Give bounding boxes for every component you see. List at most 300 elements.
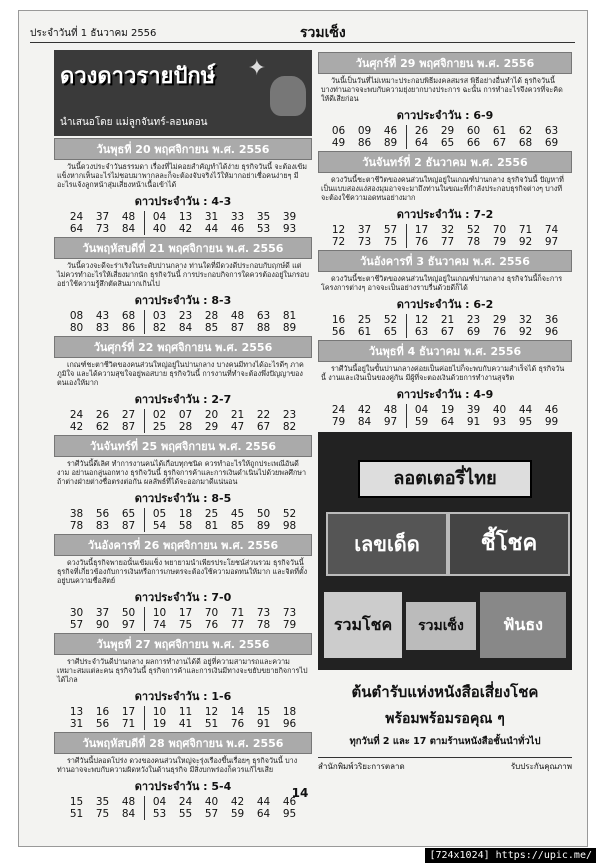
lucky-number: 04: [152, 796, 167, 808]
lucky-number: 23: [282, 409, 297, 421]
lucky-number: 37: [95, 211, 110, 223]
day-forecast-text: ราศีวันนี้ปลอดโปร่ง ดวงของคนส่วนใหญ่จะรุ่งเรืองขึ้นเรื่อยๆ ธุรกิจวันนี้ บางท่านอาจจะพบกับความผิดหวังในด้านธุรกิจ มีสิ่งบกพร่องก็ควรแก้ไขเสีย: [57, 756, 298, 774]
number-row: [54, 520, 312, 532]
lucky-number: 84: [178, 322, 193, 334]
lucky-number: 30: [69, 607, 84, 619]
number-group: [147, 322, 303, 334]
banner-title: ดวงดาวรายปักษ์: [60, 63, 216, 89]
right-day-list: [318, 52, 572, 428]
day-forecast-text: ราศีวันนี้ดีเลิศ ทำการงานคนได้เกือบทุกชนิด ควรทำอะไรให้ถูกประเพณีอันดีงาม อย่านอกลู่นอกทาง ธุรกิจวันนี้ ธุรกิจการค้าและการเงินดำเนินไปด้วยพลศึกษา ถ้าต่างฝ่ายต่างซื่อตรงต่อกัน ผลลัพธ์ที่ได้จะออกมาดีแน่นอน: [57, 459, 307, 486]
lucky-number: 61: [357, 326, 372, 338]
day-heading: วันพุธที่ 20 พฤศจิกายน พ.ศ. 2556: [54, 138, 312, 160]
lucky-label: ดาวประจำวัน :: [134, 393, 208, 406]
lucky-number: 32: [440, 224, 455, 236]
number-row: [54, 808, 312, 820]
lucky-number: 84: [357, 416, 372, 428]
lucky-number: 97: [383, 416, 398, 428]
lucky-number: 52: [383, 314, 398, 326]
lucky-number: 31: [204, 211, 219, 223]
lucky-number: 42: [230, 796, 245, 808]
day-forecast-text: วันนี้ดวงประจำวันธรรมดา เรื่องที่ไม่คอยสำคัญทำได้ง่าย ธุรกิจวันนี้ จะต้องเข้มแข็งหากเห็นอะไรไม่ชอบมาพากลละก็จะต้องจับจริงไว้ให้มากอย่าเชื่อคนง่ายๆ มีอะไรแจ้งลูกหน้าสุ่มเสี่ยงหน้าเนื้อเข้าได้: [57, 162, 308, 189]
number-group: [147, 520, 303, 532]
day-heading: วันศุกร์ที่ 29 พฤศจิกายน พ.ศ. 2556: [318, 52, 572, 74]
lucky-number: 15: [256, 706, 271, 718]
lucky-number: 48: [121, 796, 136, 808]
number-group: [147, 421, 303, 433]
lucky-number: 38: [69, 508, 84, 520]
lucky-pair: [318, 205, 572, 223]
number-group: [326, 137, 404, 149]
number-row: [54, 409, 312, 421]
lucky-number: 81: [282, 310, 297, 322]
group-separator: [144, 223, 145, 235]
number-group: [64, 322, 142, 334]
lucky-number: 53: [256, 223, 271, 235]
lucky-number: 28: [178, 421, 193, 433]
number-group: [409, 326, 565, 338]
number-row: [54, 310, 312, 322]
group-separator: [406, 224, 407, 236]
lucky-value: 7-2: [473, 208, 494, 221]
lucky-number: 84: [121, 808, 136, 820]
lucky-label: ดาวประจำวัน :: [396, 388, 470, 401]
lucky-number: 97: [121, 619, 136, 631]
lucky-number: 88: [256, 322, 271, 334]
lucky-number: 96: [544, 326, 559, 338]
number-row: [318, 326, 572, 338]
left-column: [54, 50, 312, 820]
day-heading: วันศุกร์ที่ 22 พฤศจิกายน พ.ศ. 2556: [54, 336, 312, 358]
number-group: [326, 416, 404, 428]
day-heading: วันพุธที่ 4 ธันวาคม พ.ศ. 2556: [318, 340, 572, 362]
lucky-number: 81: [204, 520, 219, 532]
lucky-number: 16: [95, 706, 110, 718]
lucky-number: 21: [440, 314, 455, 326]
number-row: [54, 421, 312, 433]
number-group: [64, 409, 142, 421]
number-row: [54, 211, 312, 223]
lucky-number: 63: [414, 326, 429, 338]
lucky-number: 25: [357, 314, 372, 326]
day-heading: วันอังคารที่ 3 ธันวาคม พ.ศ. 2556: [318, 250, 572, 272]
lucky-number: 21: [230, 409, 245, 421]
lucky-value: 8-3: [211, 294, 232, 307]
lucky-number: 13: [178, 211, 193, 223]
number-group: [64, 706, 142, 718]
lucky-number: 87: [121, 421, 136, 433]
lucky-number: 13: [69, 706, 84, 718]
number-group: [147, 706, 303, 718]
lucky-number: 59: [414, 416, 429, 428]
lucky-number: 17: [414, 224, 429, 236]
lucky-number: 12: [331, 224, 346, 236]
lucky-number: 75: [383, 236, 398, 248]
lucky-number: 19: [152, 718, 167, 730]
number-group: [64, 607, 142, 619]
lucky-number: 55: [178, 808, 193, 820]
number-group: [409, 314, 565, 326]
lucky-number: 96: [282, 718, 297, 730]
lucky-number: 24: [331, 404, 346, 416]
number-group: [326, 314, 404, 326]
lucky-number: 24: [69, 211, 84, 223]
number-group: [64, 718, 142, 730]
lucky-number: 42: [178, 223, 193, 235]
lucky-number: 32: [518, 314, 533, 326]
lucky-number: 20: [204, 409, 219, 421]
lucky-number: 63: [256, 310, 271, 322]
number-row: [318, 404, 572, 416]
lucky-number: 12: [414, 314, 429, 326]
lucky-number: 08: [69, 310, 84, 322]
number-row: [318, 314, 572, 326]
day-block: [54, 336, 312, 433]
day-forecast-text: ราศีประจำวันดีปานกลาง ผลการทำงานได้ดี อยู่ที่ความสามารถและความเหมาะสมแต่ละคน ธุรกิจวันนี้ ธุรกิจการค้าและการเงินมีทางจะขยับขยายกิจการไปได้ไกล: [57, 657, 308, 684]
lucky-number: 89: [256, 520, 271, 532]
lucky-number: 29: [204, 421, 219, 433]
lucky-number: 70: [492, 224, 507, 236]
page-header: [30, 22, 575, 40]
number-group: [147, 607, 303, 619]
ad-headline: ต้นตำรับแห่งหนังสือเสี่ยงโชค: [351, 683, 539, 701]
lucky-number: 73: [256, 607, 271, 619]
lucky-number: 90: [95, 619, 110, 631]
banner-byline: นำเสนอโดย แม่ลูกจันทร์-ลอนดอน: [60, 117, 208, 128]
lucky-number: 67: [256, 421, 271, 433]
lucky-number: 61: [492, 125, 507, 137]
lucky-number: 36: [544, 314, 559, 326]
lucky-number: 04: [414, 404, 429, 416]
magazine-cover: รวมเซ็ง: [406, 602, 476, 650]
lucky-number: 10: [152, 607, 167, 619]
lucky-number: 46: [383, 125, 398, 137]
number-group: [64, 508, 142, 520]
number-row: [318, 416, 572, 428]
number-group: [64, 211, 142, 223]
lucky-number: 64: [256, 808, 271, 820]
lucky-number: 92: [518, 236, 533, 248]
lucky-number: 79: [492, 236, 507, 248]
lucky-number: 70: [204, 607, 219, 619]
lucky-number: 50: [121, 607, 136, 619]
lucky-number: 02: [152, 409, 167, 421]
number-row: [54, 718, 312, 730]
lucky-number: 86: [357, 137, 372, 149]
magazine-cover: ลอตเตอรี่ไทย: [358, 460, 532, 498]
lucky-number: 82: [152, 322, 167, 334]
lucky-number: 75: [178, 619, 193, 631]
day-block: [54, 138, 312, 235]
day-block: [54, 534, 312, 631]
lucky-number: 74: [152, 619, 167, 631]
lucky-value: 5-4: [211, 780, 232, 793]
day-heading: วันพฤหัสบดีที่ 28 พฤศจิกายน พ.ศ. 2556: [54, 732, 312, 754]
day-forecast-text: ราศีวันนี้อยู่ในขั้นปานกลางค่อยเป็นค่อยไปก็จะพบกับความสำเร็จได้ ธุรกิจวันนี้ งานและเงินเป็นของคู่กัน มีผู้ที่จะตองเงินด้วยการทำงานสุจริต: [321, 364, 565, 382]
number-group: [64, 223, 142, 235]
magazines-photo: [318, 432, 572, 670]
day-heading: วันพุธที่ 27 พฤศจิกายน พ.ศ. 2556: [54, 633, 312, 655]
number-row: [54, 223, 312, 235]
lion-image: [270, 76, 306, 116]
number-group: [147, 508, 303, 520]
lucky-number: 44: [204, 223, 219, 235]
lucky-number: 44: [518, 404, 533, 416]
right-column: [318, 50, 572, 773]
lucky-number: 91: [256, 718, 271, 730]
left-day-list: [54, 138, 312, 820]
number-group: [409, 416, 565, 428]
lucky-value: 4-3: [211, 195, 232, 208]
lucky-pair: [318, 295, 572, 313]
lucky-number: 18: [178, 508, 193, 520]
lucky-pair: [54, 390, 312, 408]
lucky-number: 72: [331, 236, 346, 248]
lucky-number: 35: [256, 211, 271, 223]
day-block: [318, 340, 572, 428]
lucky-pair: [54, 588, 312, 606]
lucky-label: ดาวประจำวัน :: [134, 690, 208, 703]
number-group: [409, 404, 565, 416]
lucky-number: 25: [152, 421, 167, 433]
lucky-number: 76: [230, 718, 245, 730]
lucky-number: 85: [230, 520, 245, 532]
issue-date: ประจำวันที่ 1 ธันวาคม 2556: [30, 28, 157, 39]
lucky-number: 99: [544, 416, 559, 428]
lucky-number: 46: [230, 223, 245, 235]
lucky-label: ดาวประจำวัน :: [396, 109, 470, 122]
lucky-number: 91: [466, 416, 481, 428]
lucky-number: 73: [282, 607, 297, 619]
lucky-number: 43: [95, 310, 110, 322]
lucky-number: 83: [95, 322, 110, 334]
group-separator: [406, 125, 407, 137]
lucky-label: ดาวประจำวัน :: [134, 591, 208, 604]
number-group: [64, 808, 142, 820]
number-group: [409, 125, 565, 137]
lucky-number: 42: [69, 421, 84, 433]
lucky-label: ดาวประจำวัน :: [396, 208, 470, 221]
lucky-number: 06: [331, 125, 346, 137]
group-separator: [144, 808, 145, 820]
lucky-number: 12: [204, 706, 219, 718]
number-group: [326, 125, 404, 137]
number-group: [147, 808, 303, 820]
lucky-number: 09: [357, 125, 372, 137]
lucky-label: ดาวประจำวัน :: [134, 780, 208, 793]
day-heading: วันจันทร์ที่ 25 พฤศจิกายน พ.ศ. 2556: [54, 435, 312, 457]
lucky-pair: [318, 385, 572, 403]
number-row: [54, 706, 312, 718]
lucky-number: 82: [282, 421, 297, 433]
number-row: [54, 322, 312, 334]
lucky-pair: [54, 192, 312, 210]
magazine-cover: เลขเด็ด: [326, 512, 448, 576]
group-separator: [144, 619, 145, 631]
day-forecast-text: ดวงวันนี้ชะตาชีวิตของคนส่วนใหญ่อยู่ในเกณฑ์ปานกลาง ธุรกิจวันนี้ก็จะการโครงการต่างๆ อาจจะเป็นอย่างราบรื่นด้วยดีก็ได้: [321, 274, 563, 292]
lucky-number: 25: [204, 508, 219, 520]
number-group: [147, 718, 303, 730]
day-forecast-text: ดวงวันนี้ชะตาชีวิตของคนส่วนใหญ่อยู่ในเกณฑ์ปานกลาง ธุรกิจวันนี้ ปัญหาที่เป็นแบบสองแง่สองมุมอาจจะมาถึงท่านในขณะที่กำลังประกอบธุรกิจต่างๆ บางทีจะต้องใช้ความอดทนอย่างมาก: [321, 175, 564, 202]
group-separator: [144, 718, 145, 730]
day-forecast-text: เกณฑ์ชะตาชีวิตของคนส่วนใหญ่อยู่ในปานกลาง บางคนมีทางได้อะไรดีๆ ภาคภูมิใจ และได้ความสุขใจอยู่พอสบาย ธุรกิจวันนี้ การงานที่ทำจะต้องพึ่งปัญญาของตนเองให้มาก: [57, 360, 304, 387]
ad-publisher: สำนักพิมพ์วริยะการตลาด: [318, 762, 405, 771]
lucky-number: 26: [414, 125, 429, 137]
day-block: [318, 250, 572, 338]
lucky-number: 64: [440, 416, 455, 428]
lucky-number: 77: [440, 236, 455, 248]
lucky-label: ดาวประจำวัน :: [134, 492, 208, 505]
lucky-number: 71: [230, 607, 245, 619]
lucky-number: 40: [492, 404, 507, 416]
lucky-number: 76: [492, 326, 507, 338]
lucky-number: 65: [440, 137, 455, 149]
lucky-number: 93: [492, 416, 507, 428]
ad-subheadline: พร้อมพร้อมรอคุณ ๆ: [385, 711, 505, 727]
ad-tag: รับประกันคุณภาพ: [510, 762, 572, 771]
magazine-cover: รวมโชค: [324, 592, 402, 658]
day-forecast-text: วันนี้เป็นวันที่ไม่เหมาะประกอบพิธีมงคลสมรส พิธีอย่างอื่นทำได้ ธุรกิจวันนี้ บางท่านอาจจะพบกับความยุ่งยากบางประการ ฉะนั้น การทำอะไรจึงควรที่จะคิดให้ดีเสียก่อน: [321, 76, 563, 103]
lucky-number: 17: [121, 706, 136, 718]
lucky-number: 29: [492, 314, 507, 326]
lucky-number: 15: [69, 796, 84, 808]
lucky-number: 56: [331, 326, 346, 338]
lucky-pair: [54, 687, 312, 705]
lucky-number: 89: [383, 137, 398, 149]
day-block: [54, 633, 312, 730]
lucky-number: 16: [331, 314, 346, 326]
lucky-number: 80: [69, 322, 84, 334]
lucky-number: 48: [121, 211, 136, 223]
lucky-number: 65: [121, 508, 136, 520]
lucky-number: 83: [95, 520, 110, 532]
lucky-number: 29: [440, 125, 455, 137]
lucky-number: 46: [544, 404, 559, 416]
lucky-pair: [54, 291, 312, 309]
lucky-number: 03: [152, 310, 167, 322]
page-number: 14: [291, 786, 309, 800]
lucky-number: 18: [282, 706, 297, 718]
image-watermark: [724x1024] https://upic.me/: [425, 848, 596, 863]
lucky-number: 93: [282, 223, 297, 235]
lucky-number: 87: [121, 520, 136, 532]
lucky-number: 78: [466, 236, 481, 248]
lucky-number: 22: [256, 409, 271, 421]
lucky-number: 51: [204, 718, 219, 730]
lucky-number: 64: [414, 137, 429, 149]
lucky-number: 71: [121, 718, 136, 730]
lucky-value: 2-7: [211, 393, 232, 406]
lucky-number: 24: [178, 796, 193, 808]
lucky-number: 69: [466, 326, 481, 338]
lucky-number: 11: [178, 706, 193, 718]
lucky-value: 8-5: [211, 492, 232, 505]
lucky-number: 65: [383, 326, 398, 338]
number-group: [326, 326, 404, 338]
group-separator: [406, 236, 407, 248]
group-separator: [144, 607, 145, 619]
number-row: [318, 224, 572, 236]
number-row: [318, 125, 572, 137]
lucky-number: 37: [95, 607, 110, 619]
number-group: [409, 236, 565, 248]
lucky-number: 39: [466, 404, 481, 416]
lucky-number: 68: [518, 137, 533, 149]
lucky-number: 78: [69, 520, 84, 532]
day-block: [318, 151, 572, 248]
group-separator: [144, 211, 145, 223]
lucky-number: 27: [121, 409, 136, 421]
group-separator: [406, 314, 407, 326]
lucky-number: 69: [544, 137, 559, 149]
lucky-number: 53: [152, 808, 167, 820]
lucky-value: 1-6: [211, 690, 232, 703]
group-separator: [144, 310, 145, 322]
lucky-number: 46: [282, 796, 297, 808]
group-separator: [144, 520, 145, 532]
lucky-number: 57: [69, 619, 84, 631]
lucky-number: 74: [544, 224, 559, 236]
lucky-number: 50: [256, 508, 271, 520]
day-forecast-text: ดวงวันนี้ธุรกิจพายอนั้นเข้มแข็ง พยายามนำเพียรประโยชน์ส่วนรวม ธุรกิจวันนี้ ธุรกิจที่เกี่ยวข้องกับการเงินหรือการเกษตรจะต้องใช้ความอดทนให้มาก และจิตที่ตั้งอยู่บนความซื่อสัตย์: [57, 558, 308, 585]
lucky-number: 31: [69, 718, 84, 730]
number-row: [318, 236, 572, 248]
number-row: [318, 137, 572, 149]
number-row: [54, 619, 312, 631]
lucky-number: 07: [178, 409, 193, 421]
group-separator: [144, 322, 145, 334]
lucky-number: 42: [357, 404, 372, 416]
lucky-number: 40: [152, 223, 167, 235]
ad-footer: [318, 757, 572, 773]
lucky-number: 35: [95, 796, 110, 808]
number-group: [64, 310, 142, 322]
header-divider: [30, 42, 575, 43]
lucky-number: 76: [414, 236, 429, 248]
lucky-number: 56: [95, 508, 110, 520]
lucky-number: 52: [466, 224, 481, 236]
lucky-pair: [54, 489, 312, 507]
lucky-number: 58: [178, 520, 193, 532]
lucky-number: 23: [178, 310, 193, 322]
lucky-number: 75: [95, 808, 110, 820]
group-separator: [406, 137, 407, 149]
lucky-number: 95: [282, 808, 297, 820]
lucky-number: 40: [204, 796, 219, 808]
lucky-number: 79: [331, 416, 346, 428]
magazine-cover: ชี้โชค: [448, 512, 570, 576]
group-separator: [406, 326, 407, 338]
group-separator: [144, 409, 145, 421]
lucky-number: 14: [230, 706, 245, 718]
lucky-number: 79: [282, 619, 297, 631]
day-block: [54, 732, 312, 820]
lucky-pair: [318, 106, 572, 124]
lucky-number: 56: [95, 718, 110, 730]
lucky-number: 62: [518, 125, 533, 137]
number-group: [64, 421, 142, 433]
lucky-number: 45: [230, 508, 245, 520]
lucky-number: 98: [282, 520, 297, 532]
lucky-number: 73: [357, 236, 372, 248]
ad-schedule: ทุกวันที่ 2 และ 17 ตามร้านหนังสือชั้นนำทั่วไป: [349, 736, 541, 747]
day-block: [54, 435, 312, 532]
lucky-value: 6-2: [473, 298, 494, 311]
lucky-number: 47: [230, 421, 245, 433]
lucky-number: 04: [152, 211, 167, 223]
lucky-number: 67: [492, 137, 507, 149]
number-row: [54, 508, 312, 520]
lucky-number: 67: [440, 326, 455, 338]
